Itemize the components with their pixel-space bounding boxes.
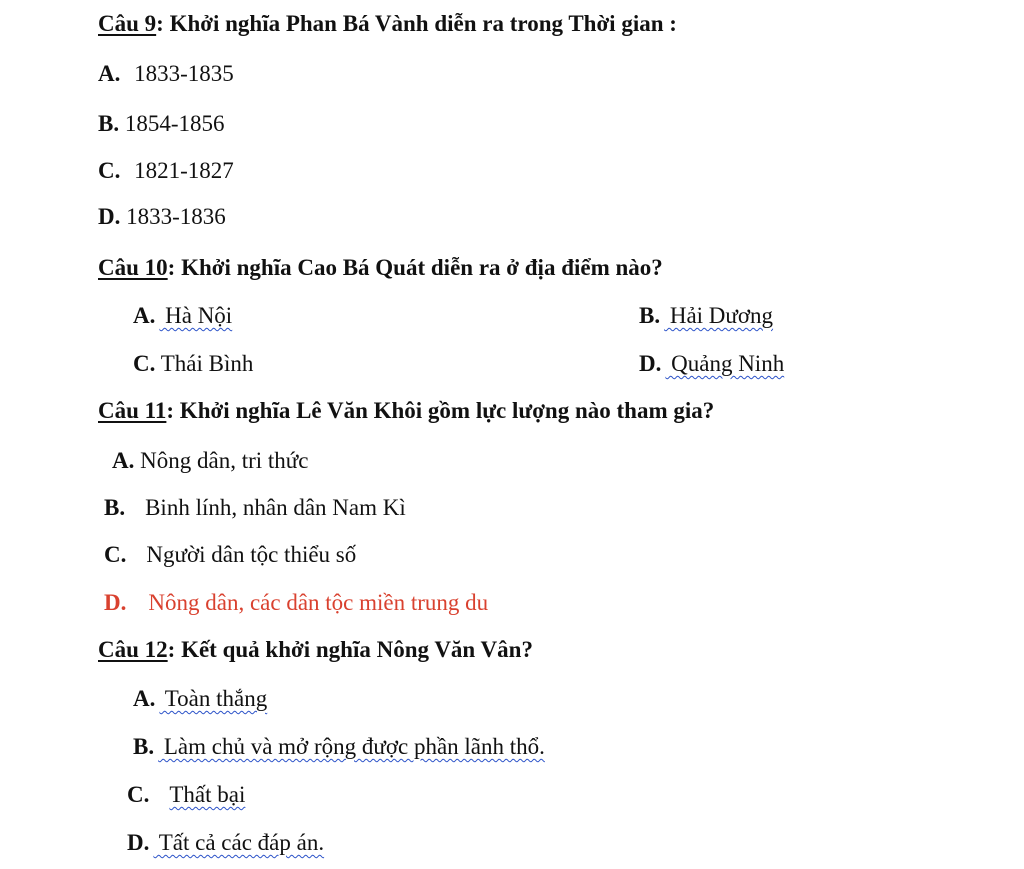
option-letter: A. (112, 448, 135, 473)
question-text: : Khởi nghĩa Lê Văn Khôi gồm lực lượng nào tham gia? (166, 398, 715, 423)
option-a (133, 685, 267, 713)
option-c (127, 781, 245, 809)
option-text: Thất bại (169, 782, 246, 807)
option-letter: B. (133, 734, 155, 759)
question-text: : Khởi nghĩa Phan Bá Vành diễn ra trong Thời gian : (156, 11, 677, 36)
option-text: Tất cả các đáp án. (153, 830, 325, 855)
question-12 (98, 636, 533, 664)
question-label: Câu 9 (98, 11, 157, 36)
option-c (98, 157, 234, 185)
option-a (133, 302, 232, 330)
question-label: Câu 10 (98, 255, 168, 280)
option-letter: B. (639, 303, 661, 328)
option-letter: D. (98, 204, 121, 229)
question-10 (98, 254, 663, 282)
question-label: Câu 12 (98, 637, 168, 662)
option-letter: D. (104, 590, 127, 615)
option-text: Nông dân, các dân tộc miền trung du (148, 590, 489, 615)
option-text: Quảng Ninh (665, 351, 785, 376)
option-letter: C. (133, 351, 156, 376)
option-letter: C. (98, 158, 121, 183)
option-text: Toàn thắng (159, 686, 268, 711)
option-letter: A. (133, 303, 156, 328)
option-b (133, 733, 545, 761)
option-c (104, 541, 356, 569)
option-b (98, 110, 225, 138)
option-letter: D. (127, 830, 150, 855)
option-letter: B. (98, 111, 120, 136)
option-text: 1833-1835 (128, 61, 234, 86)
option-letter: A. (98, 61, 121, 86)
option-b (639, 302, 773, 330)
option-letter: C. (127, 782, 150, 807)
option-text: Người dân tộc thiểu số (146, 542, 357, 567)
option-c (133, 350, 253, 378)
option-d (639, 350, 784, 378)
question-label: Câu 11 (98, 398, 167, 423)
option-text: Thái Bình (155, 351, 254, 376)
option-text: Binh lính, nhân dân Nam Kì (145, 495, 406, 520)
option-letter: B. (104, 495, 126, 520)
option-text: 1833-1836 (120, 204, 226, 229)
option-d-correct-answer (104, 589, 488, 617)
option-d (127, 829, 324, 857)
option-text: Nông dân, tri thức (134, 448, 309, 473)
option-letter: A. (133, 686, 156, 711)
option-text: Hải Dương (664, 303, 774, 328)
option-b (104, 494, 406, 522)
option-a (98, 60, 234, 88)
question-9 (98, 10, 677, 38)
question-text: : Khởi nghĩa Cao Bá Quát diễn ra ở địa điểm nào? (167, 255, 663, 280)
option-letter: C. (104, 542, 127, 567)
question-text: : Kết quả khởi nghĩa Nông Văn Vân? (167, 637, 533, 662)
question-11 (98, 397, 714, 425)
option-text: Làm chủ và mở rộng được phần lãnh thổ. (158, 734, 545, 759)
option-text: 1821-1827 (128, 158, 234, 183)
option-text: Hà Nội (159, 303, 233, 328)
option-a (112, 447, 308, 475)
option-text: 1854-1856 (119, 111, 225, 136)
option-d (98, 203, 226, 231)
option-letter: D. (639, 351, 662, 376)
